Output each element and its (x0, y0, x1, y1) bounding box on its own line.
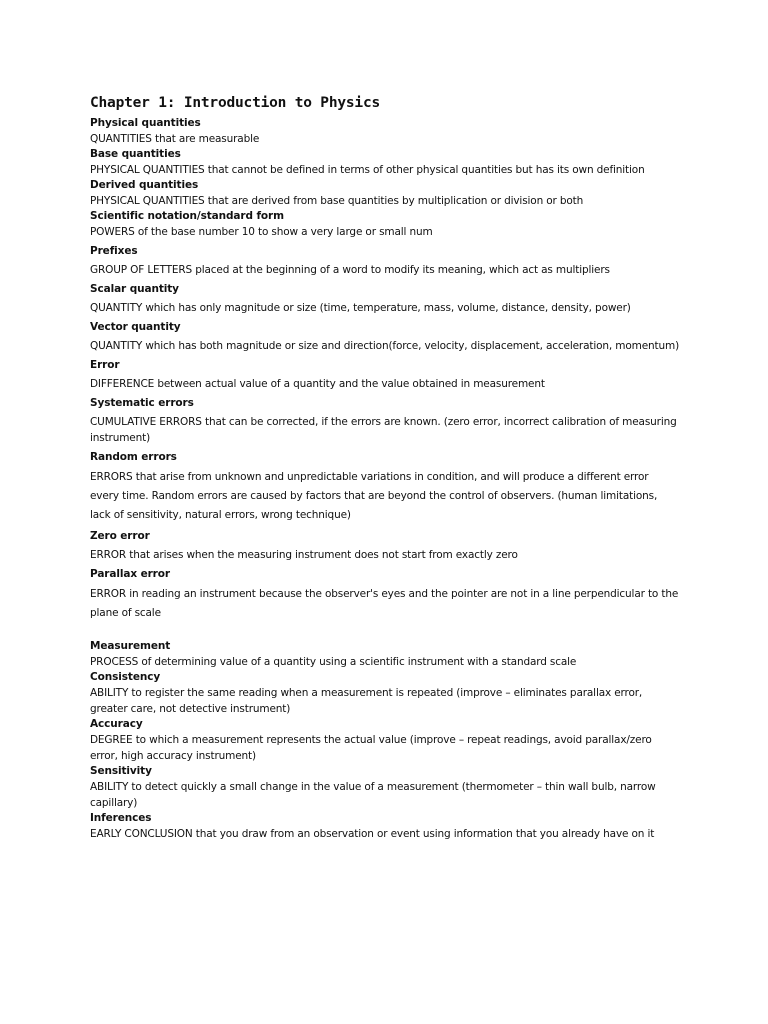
entry-measurement (90, 639, 680, 670)
term-definition: POWERS of the base number 10 to show a very large or small num (90, 226, 433, 238)
term-heading: Measurement (90, 640, 171, 652)
term-definition: ERROR in reading an instrument because the observer's eyes and the pointer are not in a line perpendicular to the plane of scale (90, 588, 679, 619)
term-heading: Random errors (90, 451, 177, 463)
term-definition: QUANTITY which has both magnitude or size and direction(force, velocity, displacement, acceleration, momentum) (90, 340, 680, 352)
term-heading: Parallax error (90, 568, 170, 580)
term-definition: PROCESS of determining value of a quantity using a scientific instrument with a standard scale (90, 656, 577, 668)
entry-consistency (90, 670, 680, 717)
term-definition: GROUP OF LETTERS placed at the beginning of a word to modify its meaning, which act as multipliers (90, 264, 610, 276)
chapter-title: Chapter 1: Introduction to Physics (90, 95, 381, 111)
entry-inferences (90, 811, 680, 842)
term-definition: QUANTITY which has only magnitude or size (time, temperature, mass, volume, distance, density, power) (90, 302, 631, 314)
entry-error (90, 358, 680, 392)
term-heading: Zero error (90, 530, 150, 542)
entry-random-errors (90, 450, 680, 525)
entry-scientific-notation (90, 209, 680, 240)
term-heading: Physical quantities (90, 117, 201, 129)
entry-accuracy (90, 717, 680, 764)
term-definition: DEGREE to which a measurement represents the actual value (improve – repeat readings, avoid parallax/zero error, high accuracy instrument) (90, 734, 652, 762)
term-definition: CUMULATIVE ERRORS that can be corrected, if the errors are known. (zero error, incorrect calibration of measuring instrument) (90, 416, 677, 444)
entry-physical-quantities (90, 116, 680, 147)
entry-base-quantities (90, 147, 680, 178)
term-heading: Vector quantity (90, 321, 181, 333)
term-definition: ABILITY to register the same reading when a measurement is repeated (improve – eliminates parallax error, greater care, not detective instrument) (90, 687, 643, 715)
term-heading: Scalar quantity (90, 283, 179, 295)
entry-derived-quantities (90, 178, 680, 209)
entry-sensitivity (90, 764, 680, 811)
term-heading: Sensitivity (90, 765, 152, 777)
term-definition: ERRORS that arise from unknown and unpredictable variations in condition, and will produce a different error every time. Random errors are caused by factors that are beyond the control of observers. (human limitations, lack of sensitivity, natural errors, wrong technique) (90, 471, 658, 521)
term-heading: Accuracy (90, 718, 143, 730)
term-heading: Consistency (90, 671, 161, 683)
term-heading: Base quantities (90, 148, 181, 160)
term-definition: ABILITY to detect quickly a small change in the value of a measurement (thermometer – thin wall bulb, narrow capillary) (90, 781, 656, 809)
term-heading: Inferences (90, 812, 152, 824)
term-heading: Prefixes (90, 245, 138, 257)
term-heading: Scientific notation/standard form (90, 210, 284, 222)
term-definition: PHYSICAL QUANTITIES that cannot be defined in terms of other physical quantities but has its own definition (90, 164, 645, 176)
term-heading: Error (90, 359, 120, 371)
entry-vector-quantity (90, 320, 680, 354)
term-definition: QUANTITIES that are measurable (90, 133, 260, 145)
term-definition: DIFFERENCE between actual value of a quantity and the value obtained in measurement (90, 378, 545, 390)
entry-zero-error (90, 529, 680, 563)
entry-parallax-error (90, 567, 680, 623)
entry-systematic-errors (90, 396, 680, 446)
document-page (90, 94, 680, 842)
term-heading: Systematic errors (90, 397, 194, 409)
term-definition: PHYSICAL QUANTITIES that are derived from base quantities by multiplication or division or both (90, 195, 584, 207)
term-definition: EARLY CONCLUSION that you draw from an observation or event using information that you already have on it (90, 828, 655, 840)
entry-scalar-quantity (90, 282, 680, 316)
entry-prefixes (90, 244, 680, 278)
term-definition: ERROR that arises when the measuring instrument does not start from exactly zero (90, 549, 518, 561)
term-heading: Derived quantities (90, 179, 199, 191)
